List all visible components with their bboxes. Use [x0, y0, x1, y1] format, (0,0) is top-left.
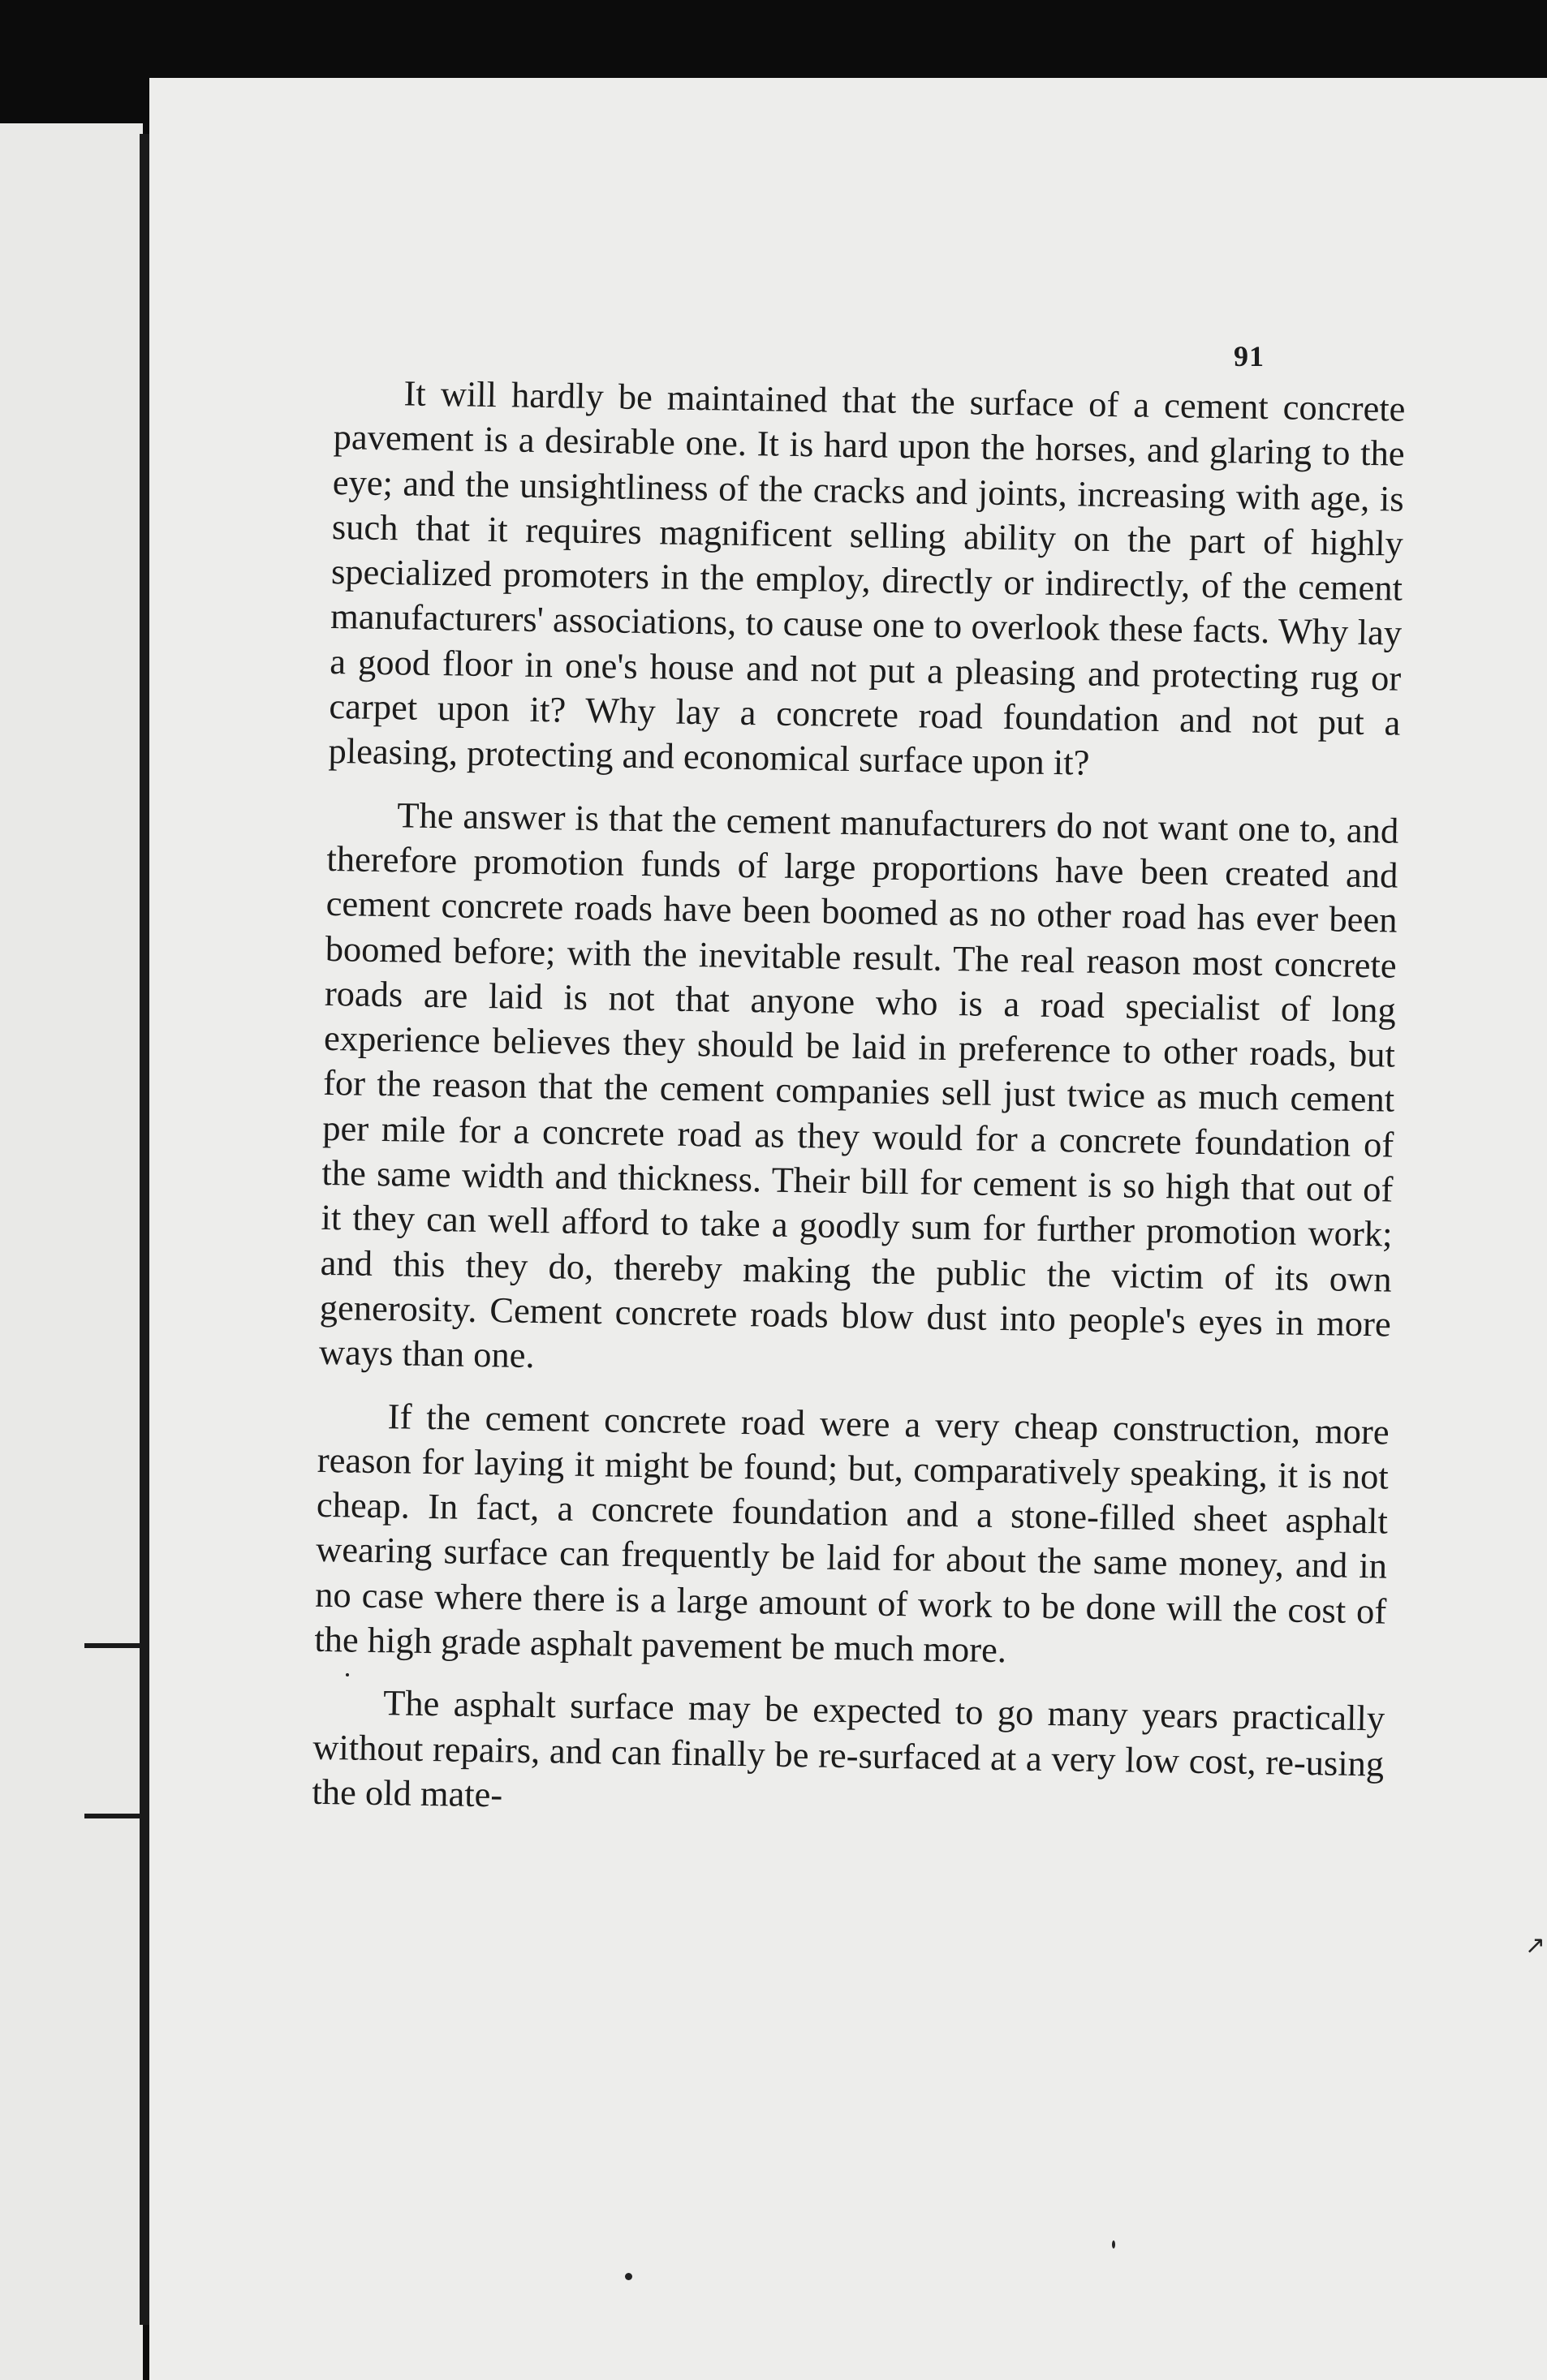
print-speck: [625, 2273, 632, 2280]
body-text: [312, 370, 1406, 1831]
paragraph: It will hardly be maintained that the surface of a cement concrete pavement is a desirable one. It is hard upon the horses, and glaring to the eye; and the unsightliness of the cracks and joints, increasing with age, is such that it requires magnificent selling ability on the part of highly specialized promoters in the employ, directly or indirectly, of the cement manufacturers' associations, to cause one to overlook these facts. Why lay a good floor in one's house and not put a pleasing and protecting rug or carpet upon it? Why lay a concrete road foundation and not put a pleasing, protecting and economical surface upon it?: [328, 372, 1406, 784]
page-number: 91: [1234, 340, 1265, 372]
print-speck: [1112, 2240, 1115, 2249]
facing-page-edge: [0, 123, 143, 2380]
edge-mark-icon: ↗: [1524, 1931, 1545, 1960]
paragraph: If the cement concrete road were a very cheap construction, more reason for laying it might be found; but, comparatively speaking, it is not cheap. In fact, a concrete foundation and a stone-filled sheet asphalt wearing surface can frequently be laid for about the same money, and in no case where there is a large amount of work to be done will the cost of the high grade asphalt pavement be much more.: [314, 1395, 1390, 1671]
book-page: [149, 78, 1547, 2380]
print-speck: [346, 1673, 349, 1676]
paragraph: The asphalt surface may be expected to go many years practically without repairs, and can finally be re-surfaced at a very low cost, re-using the old mate-: [312, 1682, 1385, 1815]
paragraph: The answer is that the cement manufacturers do not want one to, and therefore promotion funds of large proportions have been created and cement concrete roads have been boomed as no other road has ever been boomed before; with the inevitable result. The real reason most concrete roads are laid is not that anyone who is a road specialist of long experience believes they should be laid in preference to other roads, but for the reason that the cement companies sell just twice as much cement per mile for a concrete road as they would for a concrete foundation of the same width and thickness. Their bill for cement is so high that out of it they can well afford to take a goodly sum for further promotion work; and this they do, thereby making the public the victim of its own generosity. Cement concrete roads blow dust into people's eyes in more ways than one.: [318, 794, 1399, 1376]
